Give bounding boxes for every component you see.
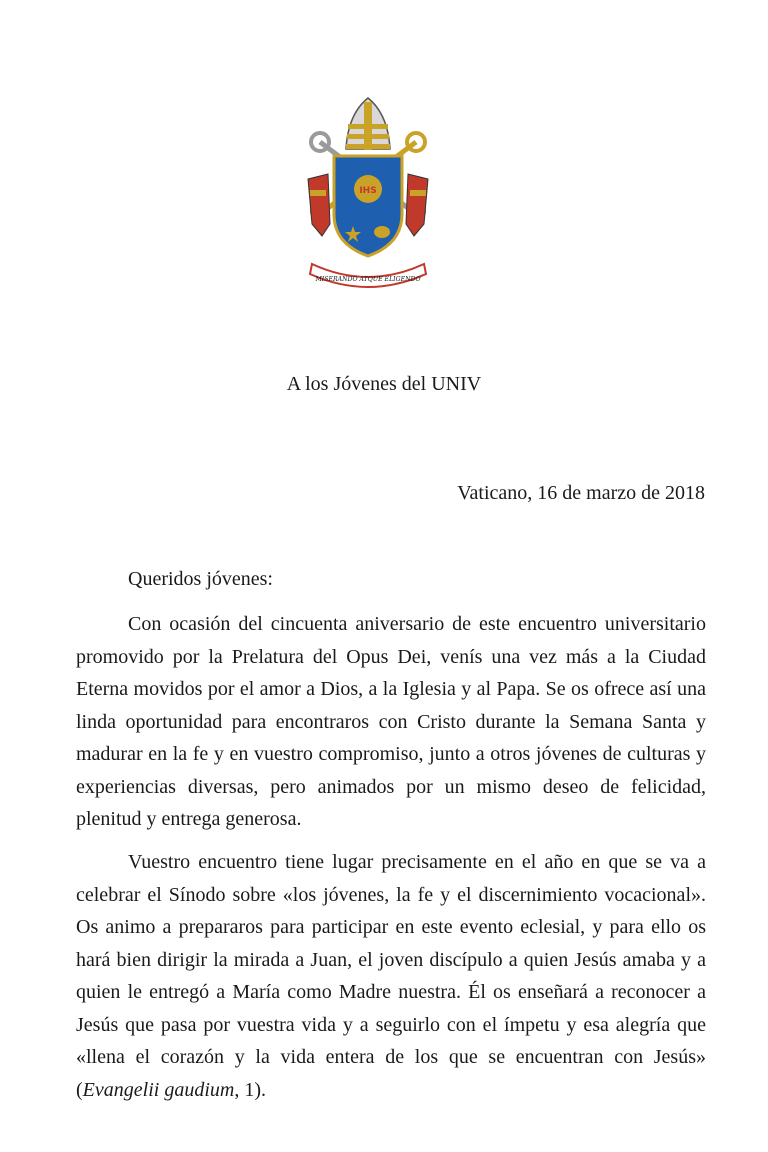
addressee-line: A los Jóvenes del UNIV: [286, 373, 482, 395]
motto-text: MISERANDO ATQUE ELIGENDO: [315, 276, 421, 283]
paragraph-2-text: Vuestro encuentro tiene lugar precisamente en el año en que se va a celebrar el Sínodo sobre «los jóvenes, la fe y el discernimiento vocacional». Os animo a prepararos para participar en este evento eclesial, y para ello os hará bien dirigir la mirada a Juan, el joven discípulo a quien Jesús amaba y a quien le entregó a María como Madre nuestra. Él os enseñará a reconocer a Jesús que pasa por vuestra vida y a seguirlo con el ímpetu y esa alegría que «llena el corazón y la vida entera de los que se encuentran con Jesús» (: [76, 851, 706, 1101]
letter-date: Vaticano, 16 de marzo de 2018: [457, 482, 705, 504]
papal-coat-of-arms: [298, 94, 438, 290]
motto-banner: [310, 264, 426, 287]
svg-text:IHS: IHS: [359, 186, 377, 196]
shield-icon: [334, 156, 402, 256]
salutation: Queridos jóvenes:: [128, 568, 273, 590]
body-paragraph-2: [76, 846, 706, 1106]
body-paragraph-1: Con ocasión del cincuenta aniversario de este encuentro universitario promovido por la Prelatura del Opus Dei, venís una vez más a la Ciudad Eterna movidos por el amor a Dios, a la Iglesia y al Papa. Se os ofrece así una linda oportunidad para encontraros con Cristo durante la Semana Santa y madurar en la fe y en vuestro compromiso, junto a otros jóvenes de culturas y experiencias diversas, pero animados por un mismo deseo de felicidad, plenitud y entrega generosa.: [76, 613, 706, 830]
citation-reference: , 1).: [234, 1078, 266, 1101]
mitre-icon: [346, 98, 390, 150]
citation-title: Evangelii gaudium: [82, 1078, 235, 1101]
